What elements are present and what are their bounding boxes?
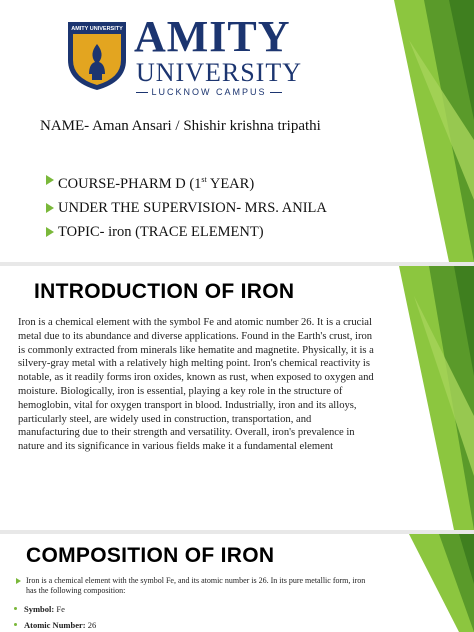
- composition-slide: [0, 534, 474, 632]
- bullet-dot-icon: [14, 623, 17, 626]
- composition-intro: Iron is a chemical element with the symbol Fe, and its atomic number is 26. In its pure metallic form, iron has the following composition:: [26, 576, 366, 596]
- bullet-arrow-icon: [16, 578, 21, 584]
- green-decoration: [354, 0, 474, 262]
- bullet-arrow-icon: [46, 227, 54, 237]
- bullet-supervision: UNDER THE SUPERVISION- MRS. ANILA: [46, 196, 327, 220]
- logo-text: AMITY UNIVERSITY: [71, 26, 123, 32]
- title-slide: [0, 0, 474, 262]
- composition-atomic-number: Atomic Number: 26: [24, 620, 96, 630]
- intro-slide: [0, 266, 474, 530]
- amity-logo: [66, 20, 128, 92]
- bullet-topic: TOPIC- iron (TRACE ELEMENT): [46, 220, 327, 244]
- university-name: AMITY: [134, 12, 291, 61]
- intro-heading: INTRODUCTION OF IRON: [34, 280, 295, 303]
- bullet-arrow-icon: [46, 203, 54, 213]
- composition-heading: COMPOSITION OF IRON: [26, 544, 275, 567]
- bullet-dot-icon: [14, 607, 17, 610]
- bullet-course: COURSE-PHARM D (1st YEAR): [46, 168, 327, 196]
- bullet-arrow-icon: [46, 175, 54, 185]
- university-subtitle: UNIVERSITY: [136, 58, 302, 87]
- info-list: [46, 168, 327, 244]
- student-names: NAME- Aman Ansari / Shishir krishna tripathi: [40, 118, 321, 134]
- intro-paragraph: Iron is a chemical element with the symbol Fe and atomic number 26. It is a crucial metal due to its abundance and diverse applications. Found in the Earth's crust, iron is commonly extracted from minerals like hematite and magnetite. Physically, it is a silvery-gray metal with a relatively high melting point. Iron's chemical reactivity is notable, as it readily forms iron oxides, known as rust, when exposed to oxygen and moisture. Biologically, iron is essential, playing a key role in the structure of hemoglobin, vital for oxygen transport in blood. Industrially, iron and its alloys, particularly steel, are widely used in construction, transportation, and manufacturing due to their strength and versatility. Overall, iron's prevalence in nature and its significance in various fields make it a fundamental element: [18, 317, 374, 453]
- green-decoration: [354, 534, 474, 632]
- composition-symbol: Symbol: Fe: [24, 604, 65, 614]
- campus-label: LUCKNOW CAMPUS: [136, 87, 282, 97]
